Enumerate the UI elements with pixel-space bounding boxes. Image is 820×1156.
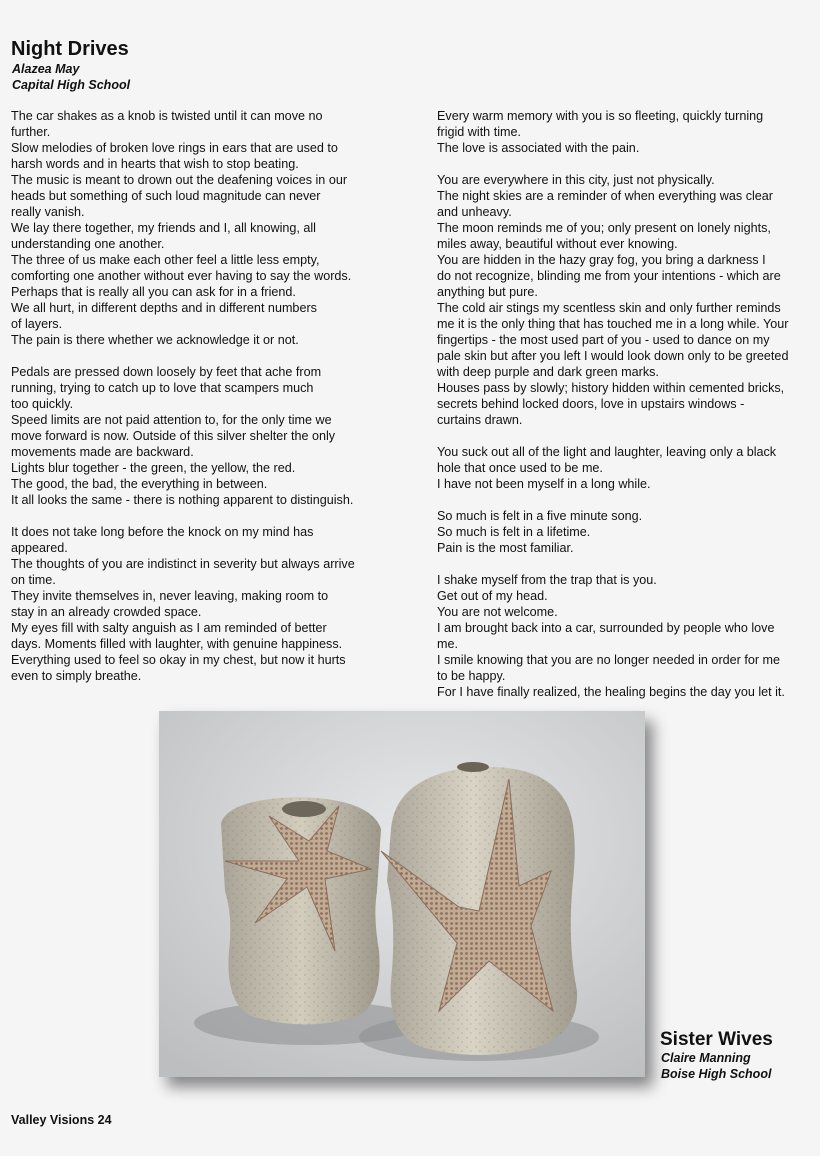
poem-line: stay in an already crowded space. — [11, 605, 202, 619]
poem-line: movements made are backward. — [11, 445, 194, 459]
poem-line: on time. — [11, 573, 56, 587]
poem-line: running, trying to catch up to love that scampers much — [11, 381, 314, 395]
ceramic-vases-image — [159, 711, 645, 1077]
poem-line: Perhaps that is really all you can ask for in a friend. — [11, 285, 296, 299]
poem-stanza — [437, 172, 815, 428]
poem-line: understanding one another. — [11, 237, 165, 251]
poem-line: They invite themselves in, never leaving, making room to — [11, 589, 329, 603]
poem-line: The cold air stings my scentless skin and only further reminds — [437, 301, 781, 315]
poem-line: do not recognize, blinding me from your intentions - which are — [437, 269, 781, 283]
poem-stanza — [437, 108, 815, 156]
poem-line: harsh words and in hearts that wish to stop beating. — [11, 157, 299, 171]
poem-line: move forward is now. Outside of this silver shelter the only — [11, 429, 336, 443]
poem-line: We all hurt, in different depths and in different numbers — [11, 301, 317, 315]
poem-stanza — [11, 108, 383, 348]
poem-line: me. — [437, 637, 458, 651]
poem-line: Speed limits are not paid attention to, for the only time we — [11, 413, 332, 427]
poem-line: me it is the only thing that has touched me in a long while. Your — [437, 317, 789, 331]
poem-line: The car shakes as a knob is twisted until it can move no — [11, 109, 323, 123]
poem-line: pale skin but after you left I would look down only to be greeted — [437, 349, 789, 363]
poem-line: It does not take long before the knock on my mind has — [11, 525, 314, 539]
poem-line: Every warm memory with you is so fleeting, quickly turning — [437, 109, 764, 123]
poem-author: Alazea May — [12, 62, 80, 76]
poem-school: Capital High School — [12, 77, 131, 92]
poem-line: It all looks the same - there is nothing apparent to distinguish. — [11, 493, 354, 507]
poem-line: So much is felt in a lifetime. — [437, 525, 591, 539]
poem-line: Slow melodies of broken love rings in ears that are used to — [11, 141, 338, 155]
poem-line: further. — [11, 125, 51, 139]
poem-line: So much is felt in a five minute song. — [437, 509, 643, 523]
poem-line: with deep purple and dark green marks. — [437, 365, 659, 379]
poem-line: The three of us make each other feel a little less empty, — [11, 253, 320, 267]
poem-line: anything but pure. — [437, 285, 538, 299]
poem-line: We lay there together, my friends and I, all knowing, all — [11, 221, 316, 235]
poem-line: curtains drawn. — [437, 413, 523, 427]
artwork-byline — [661, 1051, 771, 1082]
poem-stanza — [11, 364, 383, 508]
poem-line: The love is associated with the pain. — [437, 141, 640, 155]
poem-line: days. Moments filled with laughter, with genuine happiness. — [11, 637, 343, 651]
poem-byline — [12, 62, 130, 93]
poem-line: even to simply breathe. — [11, 669, 142, 683]
poem-line: frigid with time. — [437, 125, 521, 139]
poem-line: You are hidden in the hazy gray fog, you bring a darkness I — [437, 253, 766, 267]
poem-line: Lights blur together - the green, the yellow, the red. — [11, 461, 296, 475]
poem-line: appeared. — [11, 541, 68, 555]
poem-line: Get out of my head. — [437, 589, 548, 603]
artwork-title: Sister Wives — [660, 1029, 773, 1050]
poem-line: and unheavy. — [437, 205, 512, 219]
poem-line: comforting one another without ever having to say the words. — [11, 269, 352, 283]
poem-line: The good, the bad, the everything in between. — [11, 477, 268, 491]
poem-stanza — [437, 572, 815, 700]
poem-line: I shake myself from the trap that is you. — [437, 573, 657, 587]
poem-line: I am brought back into a car, surrounded by people who love — [437, 621, 775, 635]
page-footer: Valley Visions 24 — [11, 1113, 112, 1127]
poem-line: to be happy. — [437, 669, 506, 683]
poem-line: The pain is there whether we acknowledge it or not. — [11, 333, 299, 347]
poem-line: You are everywhere in this city, just not physically. — [437, 173, 715, 187]
poem-line: Pain is the most familiar. — [437, 541, 574, 555]
poem-line: hole that once used to be me. — [437, 461, 603, 475]
poem-line: The night skies are a reminder of when everything was clear — [437, 189, 773, 203]
poem-line: really vanish. — [11, 205, 85, 219]
poem-line: Houses pass by slowly; history hidden within cemented bricks, — [437, 381, 785, 395]
poem-line: miles away, beautiful without ever knowing. — [437, 237, 678, 251]
poem-line: of layers. — [11, 317, 63, 331]
poem-line: The moon reminds me of you; only present on lonely nights, — [437, 221, 771, 235]
poem-line: My eyes fill with salty anguish as I am reminded of better — [11, 621, 327, 635]
artwork-artist: Claire Manning — [661, 1051, 751, 1065]
artwork-photo — [159, 711, 645, 1077]
poem-line: too quickly. — [11, 397, 74, 411]
poem-line: secrets behind locked doors, love in upstairs windows - — [437, 397, 745, 411]
poem-line: For I have finally realized, the healing begins the day you let it. — [437, 685, 785, 699]
poem-line: Everything used to feel so okay in my chest, but now it hurts — [11, 653, 346, 667]
poem-title: Night Drives — [11, 38, 129, 60]
poem-line: I have not been myself in a long while. — [437, 477, 651, 491]
poem-column-right — [437, 108, 815, 716]
poem-stanza — [437, 508, 815, 556]
artwork-school: Boise High School — [661, 1066, 772, 1081]
poem-line: The thoughts of you are indistinct in severity but always arrive — [11, 557, 355, 571]
poem-line: You are not welcome. — [437, 605, 558, 619]
poem-stanza — [437, 444, 815, 492]
poem-line: The music is meant to drown out the deafening voices in our — [11, 173, 348, 187]
poem-stanza — [11, 524, 383, 684]
poem-column-left — [11, 108, 383, 700]
poem-line: Pedals are pressed down loosely by feet that ache from — [11, 365, 322, 379]
poem-line: heads but something of such loud magnitude can never — [11, 189, 321, 203]
poem-line: I smile knowing that you are no longer needed in order for me — [437, 653, 781, 667]
poem-line: You suck out all of the light and laughter, leaving only a black — [437, 445, 777, 459]
poem-line: fingertips - the most used part of you - used to dance on my — [437, 333, 770, 347]
